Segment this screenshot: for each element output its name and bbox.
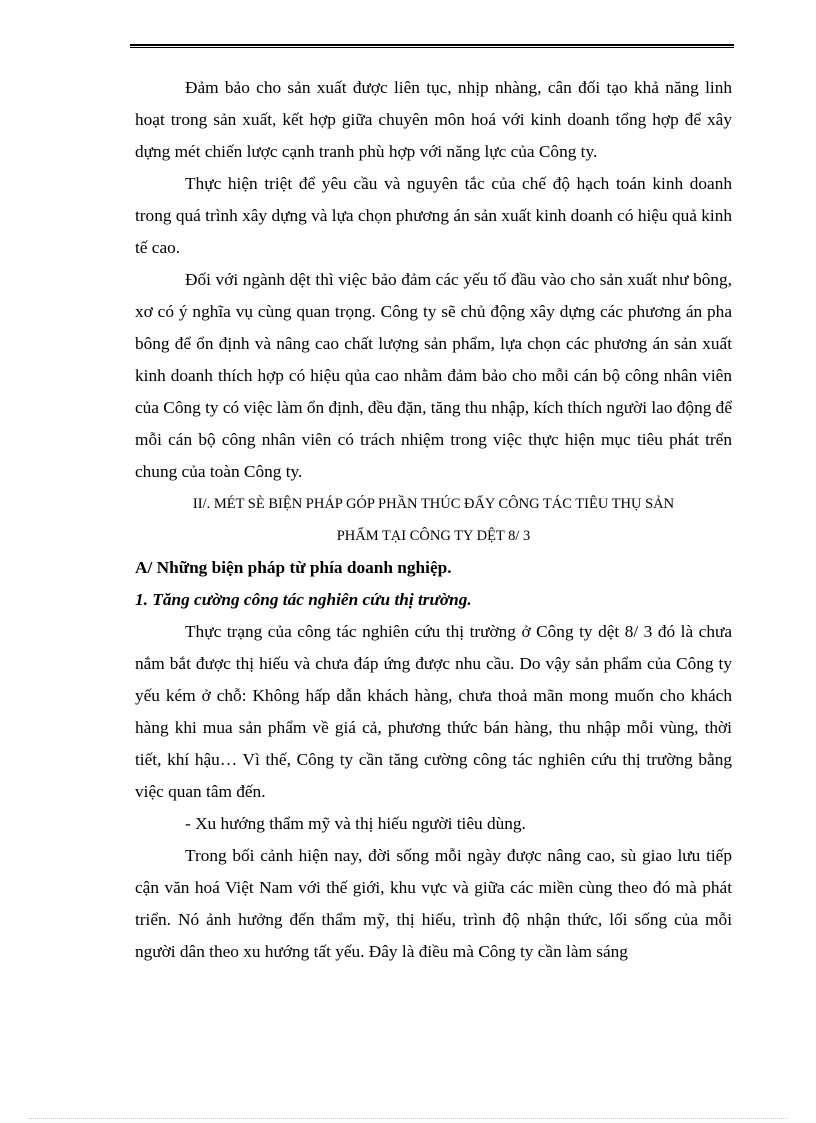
section-title <box>135 488 732 552</box>
item-heading: 1. Tăng cường công tác nghiên cứu thị trường. <box>135 590 472 609</box>
paragraph: Đối với ngành dệt thì việc bảo đảm các yếu tố đầu vào cho sản xuất như bông, xơ có ý nghĩa vụ cùng quan trọng. Công ty sẽ chủ động xây dựng các phương án pha bông để ổn định và nâng cao chất lượng sản phẩm, lựa chọn các phương án sản xuất kinh doanh thích hợp có hiệu qủa cao nhằm đảm bảo cho mỗi cán bộ công nhân viên của Công ty có việc làm ổn định, đều đặn, tăng thu nhập, kích thích người lao động để mỗi cán bộ công nhân viên có trách nhiệm trong việc thực hiện mục tiêu phát trển chung của toàn Công ty. <box>135 270 732 481</box>
subsection-heading: A/ Những biện pháp từ phía doanh nghiệp. <box>135 558 452 577</box>
document-body <box>135 72 732 968</box>
bullet-line: - Xu hướng thẩm mỹ và thị hiếu người tiêu dùng. <box>185 814 526 833</box>
paragraph: Trong bối cảnh hiện nay, đời sống mỗi ngày được nâng cao, sù giao lưu tiếp cận văn hoá Việt Nam với thế giới, khu vực và giữa các miền cùng theo đó mà phát triển. Nó ảnh hưởng đến thẩm mỹ, thị hiếu, trình độ nhận thức, lối sống của mỗi người dân theo xu hướng tất yếu. Đây là điều mà Công ty cần làm sáng <box>135 846 732 961</box>
section-title-line-2: PHẨM TẠI CÔNG TY DỆT 8/ 3 <box>336 528 531 544</box>
paragraph: Thực hiện triệt để yêu cầu và nguyên tắc của chế độ hạch toán kinh doanh trong quá trình xây dựng và lựa chọn phương án sản xuất kinh doanh có hiệu quả kinh tế cao. <box>135 174 732 257</box>
section-title-line-1: II/. MÉT SÈ BIỆN PHÁP GÓP PHẦN THÚC ĐẨY CÔNG TÁC TIÊU THỤ SẢN <box>192 496 675 512</box>
page-bottom-border <box>28 1118 788 1119</box>
paragraph: Đảm bảo cho sản xuất được liên tục, nhịp nhàng, cân đối tạo khả năng linh hoạt trong sản xuất, kết hợp giữa chuyên môn hoá với kinh doanh tổng hợp để xây dựng mét chiến lược cạnh tranh phù hợp với năng lực của Công ty. <box>135 78 732 161</box>
header-rule <box>130 44 734 48</box>
paragraph: Thực trạng của công tác nghiên cứu thị trường ở Công ty dệt 8/ 3 đó là chưa nắm bắt được thị hiếu và chưa đáp ứng được nhu cầu. Do vậy sản phẩm của Công ty yếu kém ở chỗ: Không hấp dẫn khách hàng, chưa thoả mãn mong muốn cho khách hàng khi mua sản phẩm về giá cả, phương thức bán hàng, thu nhập mỗi vùng, thời tiết, khí hậu… Vì thế, Công ty cần tăng cường công tác nghiên cứu thị trường bằng việc quan tâm đến. <box>135 622 732 801</box>
